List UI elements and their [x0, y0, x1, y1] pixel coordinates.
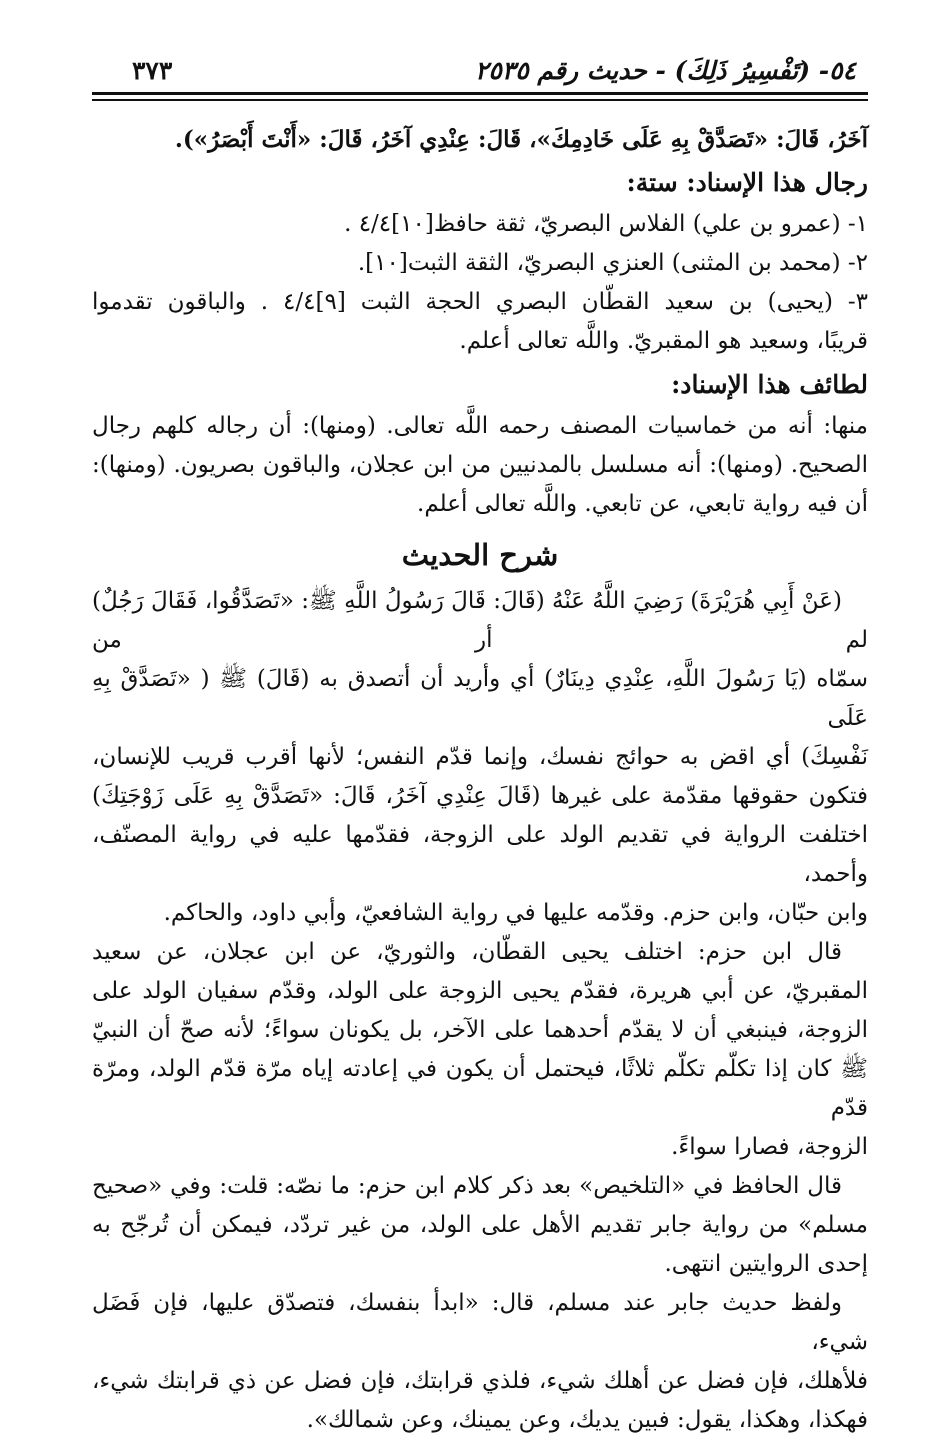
subtleties-line: منها: أنه من خماسيات المصنف رحمه اللَّه تعالى. (ومنها): أن رجاله كلهم رجال	[92, 413, 868, 439]
narrators-section	[92, 161, 868, 361]
narrators-list	[92, 205, 868, 361]
paragraph-line: قال ابن حزم: اختلف يحيى القطّان، والثوريّ، عن ابن عجلان، عن سعيد	[92, 939, 842, 965]
paragraph-line: فتكون حقوقها مقدّمة على غيرها (قَالَ عِنْدِي آخَرُ، قَالَ: «تَصَدَّقْ بِهِ عَلَى زَوْجَتِكَ)	[92, 783, 868, 809]
paragraph	[92, 1167, 868, 1284]
paragraph-line: قال الحافظ في «التلخيص» بعد ذكر كلام ابن حزم: ما نصّه: قلت: وفي «صحيح	[92, 1173, 842, 1199]
narrator-item: ٢- (محمد بن المثنى) العنزي البصريّ، الثقة الثبت[١٠].	[357, 250, 868, 276]
narrator-item: قريبًا، وسعيد هو المقبريّ. واللَّه تعالى أعلم.	[459, 328, 868, 354]
narrator-item: ١- (عمرو بن علي) الفلاس البصريّ، ثقة حافظ[١٠]٤/٤ .	[344, 211, 868, 237]
subtleties-heading: لطائف هذا الإسناد:	[671, 370, 868, 399]
subtleties-line: الصحيح. (ومنها): أنه مسلسل بالمدنيين من ابن عجلان، والباقون بصريون. (ومنها):	[92, 452, 868, 478]
paragraph-line: مسلم» من رواية جابر تقديم الأهل على الولد، من غير تردّد، فيمكن أن تُرجّح به	[92, 1212, 868, 1238]
page-number: ٣٧٣	[132, 56, 173, 85]
paragraph	[92, 933, 868, 1167]
paragraph-line: سمّاه (يَا رَسُولَ اللَّهِ، عِنْدِي دِينَارٌ) أي وأريد أن أتصدق به (قَالَ) ﷺ ( «تَصَدَّقْ بِهِ عَلَى	[92, 666, 868, 731]
paragraph-line: (عَنْ أَبِي هُرَيْرَةَ) رَضِيَ اللَّهُ عَنْهُ (قَالَ: قَالَ رَسُولُ اللَّهِ ﷺ: «تَصَدَّقُوا، فَقَالَ رَجُلٌ) لم أر من	[92, 588, 868, 653]
paragraph-line: فهكذا، وهكذا، يقول: فبين يديك، وعن يمينك، وعن شمالك».	[306, 1407, 868, 1433]
paragraph-line: إحدى الروايتين انتهى.	[664, 1251, 868, 1277]
header-title: ٥٤- (تَفْسِيرُ ذَلِكَ) - حديث رقم ٢٥٣٥	[474, 56, 856, 85]
paragraph-line: المقبريّ، عن أبي هريرة، فقدّم يحيى الزوجة على الولد، وقدّم سفيان الولد على	[92, 978, 868, 1004]
running-header	[92, 56, 868, 90]
paragraph-line: ﷺ كان إذا تكلّم تكلّم ثلاثًا، فيحتمل أن يكون في إعادته إياه مرّة قدّم الولد، ومرّة قدّم	[92, 1056, 868, 1121]
paragraph-line: الزوجة، فصارا سواءً.	[671, 1134, 868, 1160]
paragraph-line: فلأهلك، فإن فضل عن أهلك شيء، فلذي قرابتك، فإن فضل عن ذي قرابتك شيء،	[92, 1368, 868, 1394]
subtleties-line: أن فيه رواية تابعي، عن تابعي. واللَّه تعالى أعلم.	[417, 491, 868, 517]
paragraph-line: الزوجة، فينبغي أن لا يقدّم أحدهما على الآخر، بل يكونان سواءً؛ لأنه صحّ أن النبيّ	[92, 1017, 868, 1043]
opening-line: آخَرُ، قَالَ: «تَصَدَّقْ بِهِ عَلَى خَادِمِكَ»، قَالَ: عِنْدِي آخَرُ، قَالَ: «أَنْتَ أَبْصَرُ»).	[174, 126, 868, 153]
explanation-section	[92, 528, 868, 1440]
paragraph-line: اختلفت الرواية في تقديم الولد على الزوجة، فقدّمها عليه في رواية المصنّف، وأحمد،	[92, 822, 868, 887]
subtleties-section	[92, 363, 868, 524]
header-rule-thick	[92, 92, 868, 95]
opening-text	[92, 120, 868, 159]
explanation-title: شرح الحديث	[401, 538, 559, 572]
header-rule-thin	[92, 99, 868, 101]
paragraph-line: ولفظ حديث جابر عند مسلم، قال: «ابدأ بنفسك، فتصدّق عليها، فإن فَضَل شيء،	[92, 1290, 868, 1355]
paragraph	[92, 1284, 868, 1440]
paragraph-line: نَفْسِكَ) أي اقض به حوائج نفسك، وإنما قدّم النفس؛ لأنها أقرب قريب للإنسان،	[92, 744, 868, 770]
narrator-item: ٣- (يحيى) بن سعيد القطّان البصري الحجة الثبت [٩]٤/٤ . والباقون تقدموا	[92, 289, 868, 315]
header-rule	[92, 90, 868, 106]
paragraph	[92, 582, 868, 933]
paragraph-line: وابن حبّان، وابن حزم. وقدّمه عليها في رواية الشافعيّ، وأبي داود، والحاكم.	[163, 900, 868, 926]
narrators-heading: رجال هذا الإسناد: ستة:	[626, 168, 868, 197]
